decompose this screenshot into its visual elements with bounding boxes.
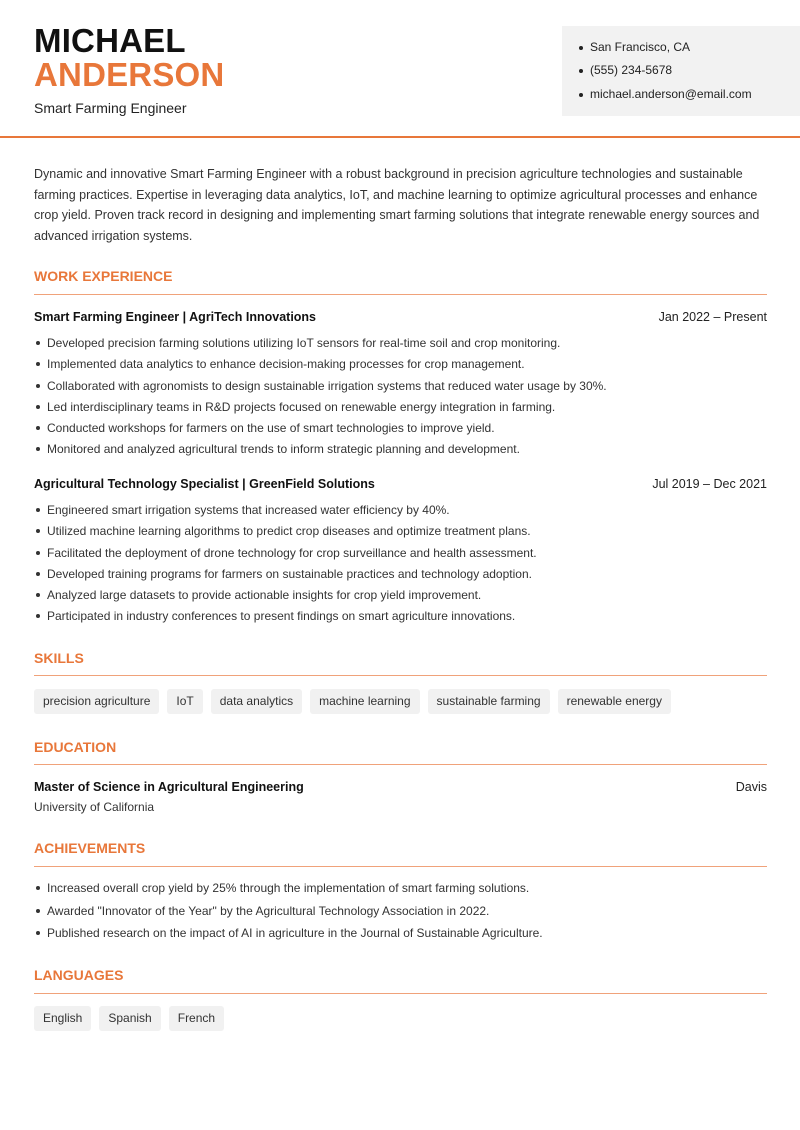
- list-item: Implemented data analytics to enhance decision-making processes for crop management.: [34, 355, 774, 376]
- section-divider: [34, 294, 767, 295]
- contact-email: michael.anderson@email.com: [579, 87, 752, 101]
- list-item: Participated in industry conferences to present findings on smart agriculture innovations.: [34, 607, 774, 628]
- job-bullet-list: [34, 334, 774, 462]
- list-item: Utilized machine learning algorithms to predict crop diseases and optimize treatment plans.: [34, 522, 774, 543]
- achievements-list: [34, 879, 774, 947]
- education-school: University of California: [34, 800, 155, 814]
- section-divider: [34, 866, 767, 867]
- list-item: Awarded "Innovator of the Year" by the Agricultural Technology Association in 2022.: [34, 902, 774, 925]
- list-item: Developed training programs for farmers on sustainable practices and technology adoption.: [34, 565, 774, 586]
- contact-phone: (555) 234-5678: [579, 63, 672, 77]
- list-item: Led interdisciplinary teams in R&D projects focused on renewable energy integration in farming.: [34, 398, 774, 419]
- section-title-languages: LANGUAGES: [34, 967, 124, 983]
- job-heading: Smart Farming Engineer | AgriTech Innovations: [34, 310, 317, 324]
- job-dates: Jul 2019 – Dec 2021: [652, 477, 767, 491]
- list-item: Facilitated the deployment of drone technology for crop surveillance and health assessment.: [34, 544, 774, 565]
- section-title-skills: SKILLS: [34, 650, 84, 666]
- section-title-experience: WORK EXPERIENCE: [34, 268, 173, 284]
- skill-tag: renewable energy: [558, 689, 671, 714]
- skill-tag: data analytics: [211, 689, 302, 714]
- list-item: Monitored and analyzed agricultural trends to inform strategic planning and development.: [34, 440, 774, 461]
- section-title-education: EDUCATION: [34, 739, 117, 755]
- education-degree: Master of Science in Agricultural Engineering: [34, 780, 304, 794]
- skill-tag: precision agriculture: [34, 689, 159, 714]
- section-divider: [34, 993, 767, 994]
- section-divider: [34, 764, 767, 765]
- first-name: MICHAEL: [34, 22, 186, 59]
- job-dates: Jan 2022 – Present: [658, 310, 767, 324]
- contact-location: San Francisco, CA: [579, 40, 690, 54]
- list-item: Conducted workshops for farmers on the use of smart technologies to improve yield.: [34, 419, 774, 440]
- list-item: Collaborated with agronomists to design sustainable irrigation systems that reduced water usage by 30%.: [34, 377, 774, 398]
- contact-box: [562, 26, 800, 116]
- summary-paragraph: Dynamic and innovative Smart Farming Engineer with a robust background in precision agriculture technologies and sustainable farming practices. Expertise in leveraging data analytics, IoT, and machine learning to optimize agricultural processes and enhance crop yield. Proven track record in designing and implementing smart farming solutions that integrate renewable energy sources and advanced irrigation systems.: [34, 167, 760, 243]
- list-item: Published research on the impact of AI in agriculture in the Journal of Sustainable Agriculture.: [34, 924, 774, 947]
- job-heading: Agricultural Technology Specialist | GreenField Solutions: [34, 477, 375, 491]
- list-item: Engineered smart irrigation systems that increased water efficiency by 40%.: [34, 501, 774, 522]
- job-bullet-list: [34, 501, 774, 629]
- skill-tag: sustainable farming: [428, 689, 550, 714]
- language-tag: Spanish: [99, 1006, 160, 1031]
- list-item: Developed precision farming solutions utilizing IoT sensors for real-time soil and crop monitoring.: [34, 334, 774, 355]
- section-title-achievements: ACHIEVEMENTS: [34, 840, 146, 856]
- list-item: Analyzed large datasets to provide actionable insights for crop yield improvement.: [34, 586, 774, 607]
- skill-tag: IoT: [167, 689, 202, 714]
- section-divider: [34, 675, 767, 676]
- last-name: ANDERSON: [34, 56, 225, 93]
- language-tag: English: [34, 1006, 91, 1031]
- list-item: Increased overall crop yield by 25% through the implementation of smart farming solutions.: [34, 879, 774, 902]
- job-title: Smart Farming Engineer: [34, 100, 187, 116]
- language-tag: French: [169, 1006, 224, 1031]
- skills-tag-list: [34, 689, 671, 714]
- languages-tag-list: [34, 1006, 224, 1031]
- education-location: Davis: [735, 780, 767, 794]
- resume-header: [0, 0, 800, 138]
- skill-tag: machine learning: [310, 689, 419, 714]
